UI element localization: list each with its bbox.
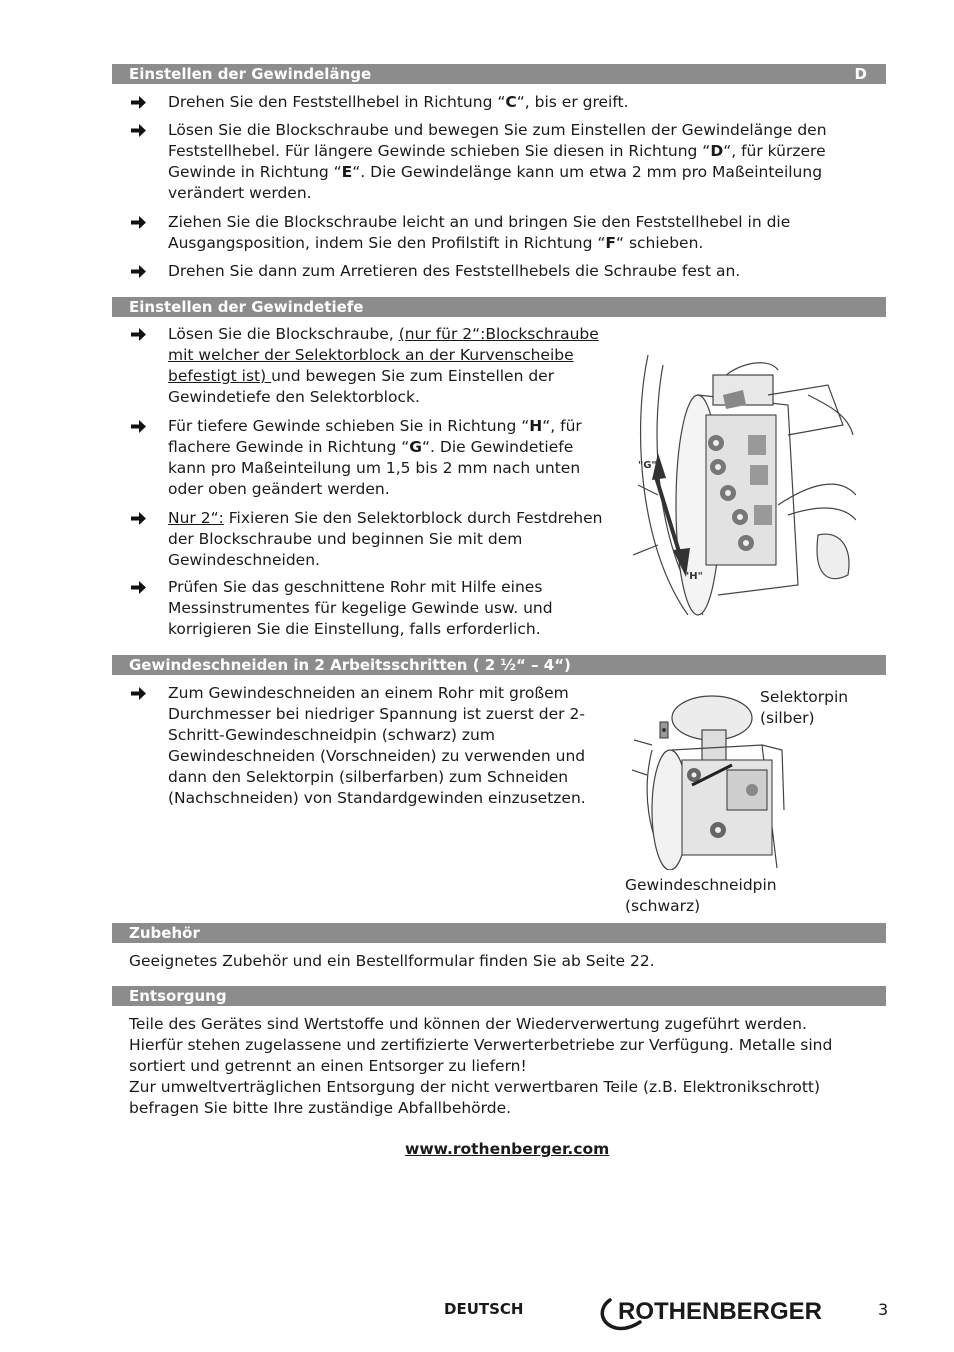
caption-cutting-pin [625, 875, 777, 917]
item-text: Lösen Sie die Blockschraube, [168, 325, 399, 343]
accessories-text: Geeignetes Zubehör und ein Bestellformular finden Sie ab Seite 22. [129, 952, 655, 970]
arrow-right-icon [130, 120, 148, 141]
section-header-accessories [112, 923, 886, 943]
figure-label-h: "H" [684, 571, 703, 582]
footer-language: DEUTSCH [444, 1300, 524, 1318]
direction-letter: E [341, 163, 353, 181]
arrow-right-icon [130, 92, 148, 113]
item-text: “ schieben. [616, 234, 704, 252]
disposal-text [129, 1014, 832, 1119]
arrow-right-icon [130, 261, 148, 282]
section-header-thread-length [112, 64, 886, 84]
brand-text: ROTHENBERGER [618, 1298, 823, 1325]
item-text: “, für kürzere Gewinde in Richtung “ [168, 142, 826, 181]
caption-line: (silber) [760, 709, 815, 727]
section-title: Einstellen der Gewindelänge [129, 65, 372, 83]
figure-label-g: "G" [638, 460, 657, 471]
website-link[interactable]: www.rothenberger.com [405, 1140, 610, 1158]
section-title: Gewindeschneiden in 2 Arbeitsschritten ( 2 ½“ – 4“) [129, 656, 571, 674]
arrow-right-icon [130, 324, 148, 345]
disposal-line: Zur umweltverträglichen Entsorgung der nicht verwertbaren Teile (z.B. Elektronikschrott) [129, 1078, 821, 1096]
list-item [130, 120, 850, 204]
item-text: Fixieren Sie den Selektorblock durch Festdrehen der Blockschraube und beginnen Sie mit dem Gewindeschneiden. [168, 509, 603, 569]
caption-line: Gewindeschneidpin [625, 876, 777, 894]
item-text: Zum Gewindeschneiden an einem Rohr mit großem Durchmesser bei niedriger Spannung ist zuerst der 2-Schritt-Gewindeschneidpin (schwarz) zum Gewindeschneiden (Vorschneiden) zu verwenden und dann den Selektorpin (silberfarben) zum Schneiden (Nachschneiden) von Standardgewinden einzusetzen. [168, 684, 586, 807]
direction-letter: D [710, 142, 724, 160]
item-text: “, bis er greift. [516, 93, 629, 111]
list-item [130, 92, 850, 113]
item-text: Lösen Sie die Blockschraube und bewegen Sie zum Einstellen der Gewindelänge den Feststellhebel. Für längere Gewinde schieben Sie diesen in Richtung “ [168, 121, 827, 160]
item-text: Ziehen Sie die Blockschraube leicht an und bringen Sie den Feststellhebel in die Ausgangsposition, indem Sie den Profilstift in Richtung “ [168, 213, 791, 252]
direction-letter: C [505, 93, 517, 111]
item-text: “, für flachere Gewinde in Richtung “ [168, 417, 582, 456]
section-header-two-step-threading [112, 655, 886, 675]
direction-letter: H [529, 417, 543, 435]
direction-letter: G [409, 438, 423, 456]
arrow-right-icon [130, 683, 148, 704]
list-item [130, 577, 608, 640]
page-number: 3 [878, 1300, 889, 1319]
list-item [130, 261, 850, 282]
arrow-right-icon [130, 577, 148, 598]
caption-selector-pin [760, 687, 848, 729]
disposal-line: Teile des Gerätes sind Wertstoffe und können der Wiederverwertung zugeführt werden. [129, 1015, 807, 1033]
list-item [130, 212, 850, 254]
underlined-note: Nur 2“: [168, 509, 224, 527]
underlined-note: (nur für 2“:Blockschraube mit welcher der Selektorblock an der Kurvenscheibe befestigt ist) [168, 325, 599, 385]
item-text: und bewegen Sie zum Einstellen der Gewindetiefe den Selektorblock. [168, 367, 555, 406]
caption-line: Selektorpin [760, 688, 849, 706]
item-text: Drehen Sie dann zum Arretieren des Feststellhebels die Schraube fest an. [168, 262, 741, 280]
disposal-line: befragen Sie bitte Ihre zuständige Abfallbehörde. [129, 1099, 512, 1117]
section-title: Entsorgung [129, 987, 227, 1005]
section-header-disposal [112, 986, 886, 1006]
arrow-right-icon [130, 508, 148, 529]
language-tab: D [854, 65, 867, 83]
caption-line: (schwarz) [625, 897, 701, 915]
item-text: Für tiefere Gewinde schieben Sie in Richtung “ [168, 417, 530, 435]
item-text: Prüfen Sie das geschnittene Rohr mit Hilfe eines Messinstrumentes für kegelige Gewinde usw. und korrigieren Sie die Einstellung, falls erforderlich. [168, 578, 553, 638]
section-header-thread-depth [112, 297, 886, 317]
item-text: “. Die Gewindelänge kann um etwa 2 mm pro Maßeinteilung verändert werden. [168, 163, 823, 202]
item-text: “. Die Gewindetiefe kann pro Maßeinteilung um 1,5 bis 2 mm nach unten oder oben geändert werden. [168, 438, 581, 498]
list-item [130, 508, 608, 571]
direction-letter: F [605, 234, 616, 252]
disposal-line: sortiert und getrennt an einen Entsorger zu liefern! [129, 1057, 527, 1075]
section-title: Einstellen der Gewindetiefe [129, 298, 364, 316]
arrow-right-icon [130, 416, 148, 437]
list-item [130, 416, 608, 500]
arrow-right-icon [130, 212, 148, 233]
section-title: Zubehör [129, 924, 200, 942]
list-item [130, 683, 608, 809]
item-text: Drehen Sie den Feststellhebel in Richtung “ [168, 93, 506, 111]
list-item [130, 324, 608, 408]
rothenberger-logo [596, 1294, 836, 1332]
thread-depth-figure [628, 345, 856, 620]
disposal-line: Hierfür stehen zugelassene und zertifizierte Verwerterbetriebe zur Verfügung. Metalle sind [129, 1036, 833, 1054]
